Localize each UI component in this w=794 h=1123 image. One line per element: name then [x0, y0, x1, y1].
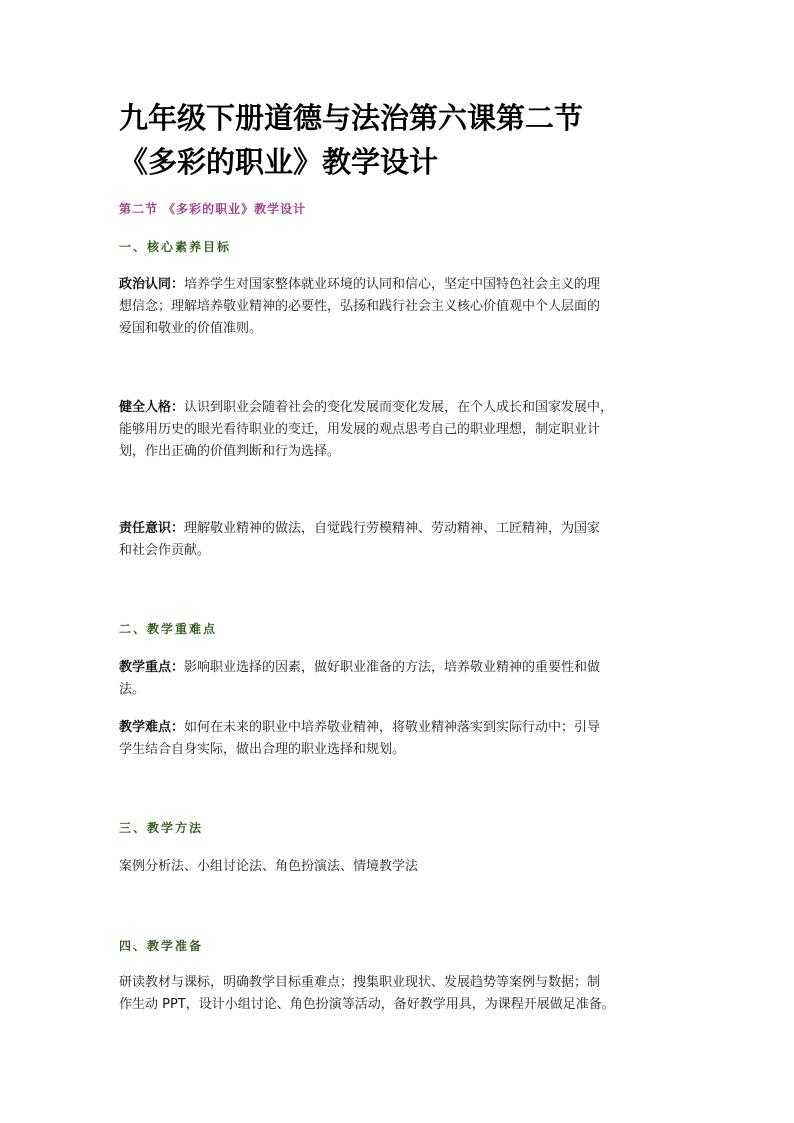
- section-heading-teaching-methods: 三、教学方法: [119, 821, 204, 835]
- paragraph-teaching-preparation: [119, 972, 679, 1016]
- paragraph-line: [119, 717, 679, 739]
- paragraph-line: 想信念；理解培养敬业精神的必要性，弘扬和践行社会主义核心价值观中个人层面的: [119, 299, 601, 314]
- document-subtitle: 第二节 《多彩的职业》教学设计: [119, 202, 307, 216]
- paragraph-label: 教学重点：: [119, 660, 185, 675]
- paragraph-line: 和社会作贡献。: [119, 543, 211, 558]
- paragraph-text: 影响职业选择的因素，做好职业准备的方法，培养敬业精神的重要性和做: [184, 660, 601, 675]
- paragraph-healthy-personality: [119, 397, 679, 463]
- paragraph-line: 划，作出正确的价值判断和行为选择。: [119, 444, 341, 459]
- paragraph-teaching-key-points: [119, 657, 679, 701]
- paragraph-teaching-difficult-points: [119, 717, 679, 761]
- paragraph-label: 政治认同：: [119, 277, 185, 292]
- paragraph-line: 学生结合自身实际，做出合理的职业选择和规划。: [119, 742, 406, 757]
- paragraph-political-identity: [119, 274, 679, 340]
- paragraph-line: 案例分析法、小组讨论法、角色扮演法、情境教学法: [119, 859, 419, 874]
- document-title-line-2: 《多彩的职业》教学设计: [119, 145, 439, 179]
- section-heading-core-goals: 一、核心素养目标: [119, 240, 232, 254]
- section-heading-key-difficult-points: 二、教学重难点: [119, 622, 218, 636]
- paragraph-label: 责任意识：: [119, 521, 185, 536]
- paragraph-text: 培养学生对国家整体就业环境的认同和信心，坚定中国特色社会主义的理: [184, 277, 601, 292]
- paragraph-text: 理解敬业精神的做法，自觉践行劳模精神、劳动精神、工匠精神，为国家: [184, 521, 601, 536]
- paragraph-line: 法。: [119, 682, 146, 697]
- paragraph-line: 爱国和敬业的价值准则。: [119, 321, 263, 336]
- paragraph-sense-of-responsibility: [119, 518, 679, 562]
- paragraph-line: 能够用历史的眼光看待职业的变迁，用发展的观点思考自己的职业理想，制定职业计: [119, 422, 601, 437]
- paragraph-line: [119, 274, 679, 296]
- paragraph-line: [119, 397, 679, 419]
- document-title-line-1: 九年级下册道德与法治第六课第二节: [119, 101, 584, 135]
- paragraph-text: 如何在未来的职业中培养敬业精神，将敬业精神落实到实际行动中；引导: [184, 720, 601, 735]
- section-heading-teaching-preparation: 四、教学准备: [119, 939, 204, 953]
- paragraph-line: 研读教材与课标，明确教学目标重难点；搜集职业现状、发展趋势等案例与数据；制: [119, 975, 601, 990]
- document-title: [119, 96, 739, 184]
- paragraph-line: [119, 518, 679, 540]
- paragraph-label: 健全人格：: [119, 400, 185, 415]
- paragraph-line: 作生动 PPT，设计小组讨论、角色扮演等活动，备好教学用具，为课程开展做足准备。: [119, 997, 615, 1012]
- paragraph-text: 认识到职业会随着社会的变化发展而变化发展，在个人成长和国家发展中，: [184, 400, 614, 415]
- paragraph-label: 教学难点：: [119, 720, 185, 735]
- paragraph-teaching-methods: [119, 856, 679, 878]
- paragraph-line: [119, 657, 679, 679]
